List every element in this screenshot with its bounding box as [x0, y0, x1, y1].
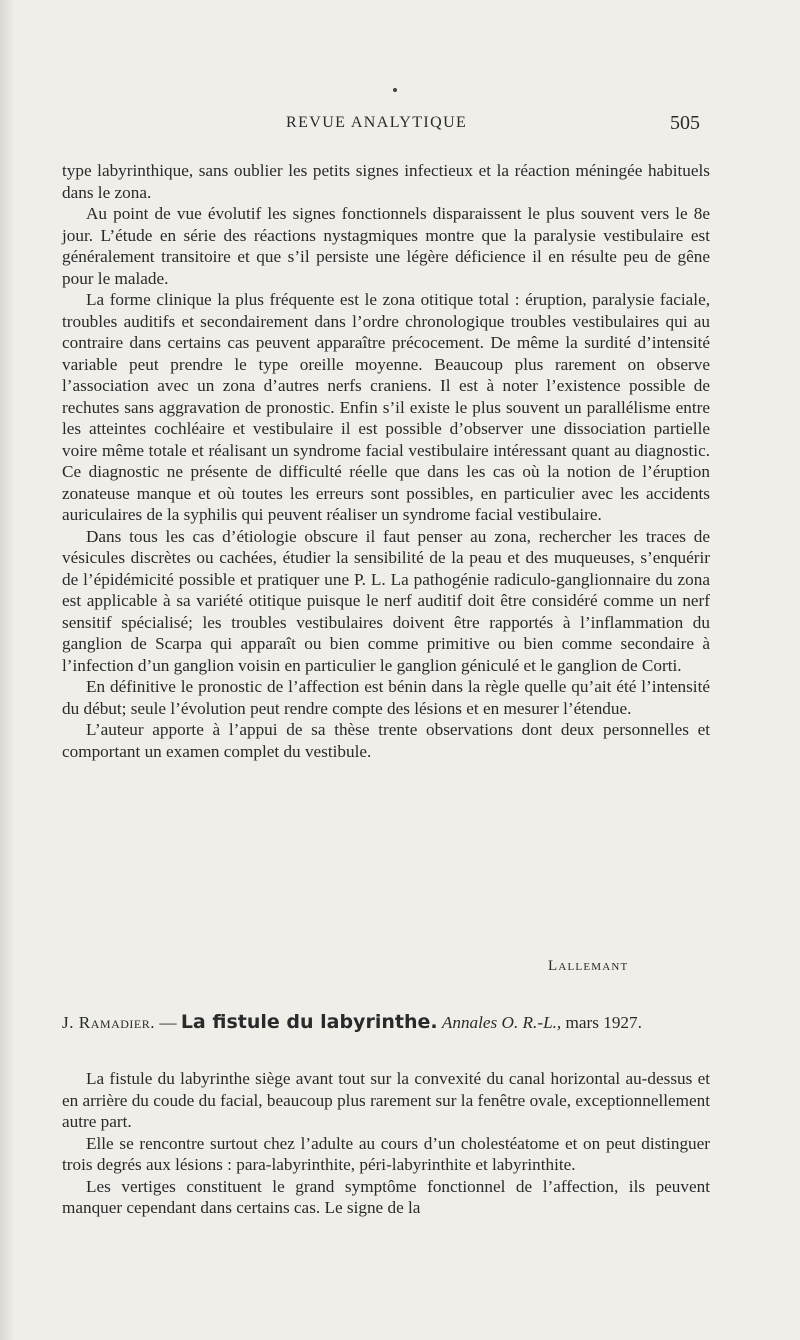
paragraph: En définitive le pronostic de l’affection est bénin dans la règle quelle qu’ait été l’intensité du début; seule l’évolution peut rendre compte des lésions et en mesurer l’étendue. [62, 677, 710, 718]
page-number: 505 [670, 112, 700, 134]
author-signature: Lallemant [548, 958, 629, 974]
reference-title: La fistule du labyrinthe. [180, 1011, 438, 1033]
article-body [62, 160, 710, 762]
page-header [0, 112, 800, 140]
paragraph: type labyrinthique, sans oublier les petits signes infectieux et la réaction méningée habituels dans le zona. [62, 161, 710, 202]
paragraph: Au point de vue évolutif les signes fonctionnels disparaissent le plus souvent vers le 8e jour. L’étude en série des réactions nystagmiques montre que la paralysie vestibulaire est généralement transitoire et que s’il persiste une légère déficience il en résulte peu de gêne pour le malade. [62, 204, 710, 288]
paragraph: L’auteur apporte à l’appui de sa thèse trente observations dont deux personnelles et comportant un examen complet du vestibule. [62, 720, 710, 761]
paragraph: Elle se rencontre surtout chez l’adulte au cours d’un cholestéatome et on peut distinguer trois degrés aux lésions : para-labyrinthite, péri-labyrinthite et labyrinthite. [62, 1133, 710, 1174]
reference-dash: — [159, 1013, 177, 1032]
reference-author: J. Ramadier. [62, 1013, 156, 1032]
reference-journal: Annales O. R.-L., [441, 1013, 562, 1032]
bibliographic-reference [62, 1012, 710, 1034]
page-edge-shadow [0, 0, 14, 1340]
running-head: REVUE ANALYTIQUE [286, 114, 468, 131]
reference-date: mars 1927. [565, 1013, 642, 1032]
paragraph: Les vertiges constituent le grand symptôme fonctionnel de l’affection, ils peuvent manquer cependant dans certains cas. Le signe de la [62, 1176, 710, 1217]
paragraph: La fistule du labyrinthe siège avant tout sur la convexité du canal horizontal au-dessus et en arrière du coude du facial, beaucoup plus rarement sur la fenêtre ovale, exceptionnellement autre part. [62, 1069, 710, 1131]
paragraph: La forme clinique la plus fréquente est le zona otitique total : éruption, paralysie faciale, troubles auditifs et secondairement dans l’ordre chronologique troubles vestibulaires qui au contraire dans certains cas peuvent apparaître précocement. De même la surdité d’intensité variable peut prendre le type oreille moyenne. Beaucoup plus rarement on observe l’association avec un zona d’autres nerfs craniens. Il est à noter l’existence possible de rechutes sans aggravation de pronostic. Enfin s’il existe le plus souvent un parallélisme entre les atteintes cochléaire et vestibulaire il est possible d’observer une dissociation partielle voire même totale et réalisant un syndrome facial vestibulaire intéressant quant au diagnostic. Ce diagnostic ne présente de difficulté réelle que dans les cas où la notion de l’éruption zonateuse manque et où toutes les erreurs sont possibles, en particulier avec les accidents auriculaires de la syphilis qui peuvent réaliser un syndrome facial vestibulaire. [62, 290, 710, 524]
ink-dot [393, 88, 397, 92]
reference-summary [62, 1068, 710, 1219]
paragraph: Dans tous les cas d’étiologie obscure il faut penser au zona, rechercher les traces de vésicules discrètes ou cachées, étudier la sensibilité de la peau et des muqueuses, s’enquérir de l’épidémicité possible et pratiquer une P. L. La pathogénie radiculo-ganglionnaire du zona est applicable à sa variété otitique puisque le nerf auditif doit être considéré comme un nerf sensitif spécialisé; les troubles vestibulaires doivent être rapportés à l’inflammation du ganglion de Scarpa qui apparaît ou bien comme primitive ou bien comme secondaire à l’infection d’un ganglion voisin en particulier le ganglion géniculé et le ganglion de Corti. [62, 526, 710, 675]
